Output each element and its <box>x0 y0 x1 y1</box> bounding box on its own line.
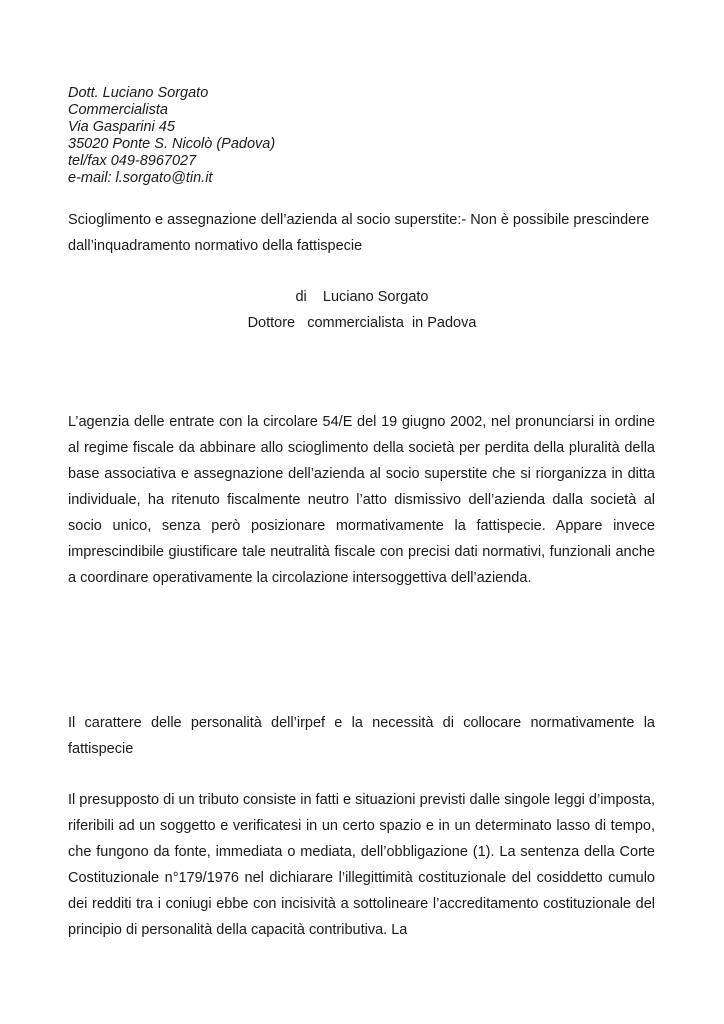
paragraph-body: Il presupposto di un tributo consiste in fatti e situazioni previsti dalle singole leggi d’imposta, riferibili ad un soggetto e verificatesi in un certo spazio e in un determinato lasso di tempo, che fungono da fonte, immediata o mediata, dell’obbligazione (1). La sentenza della Corte Costituzionale n°179/1976 nel dichiarare l’illegittimità costituzionale del cosiddetto cumulo dei redditi tra i coniugi ebbe con incisività a sottolineare l’accreditamento costituzionale del principio di personalità della capacità contributiva. La <box>68 792 655 938</box>
section-heading: Il carattere delle personalità dell’irpef e la necessità di collocare normativamente la fattispecie <box>68 715 655 757</box>
byline-profession: Dottore commercialista in Padova <box>247 315 477 331</box>
letterhead <box>68 85 275 187</box>
author-phone: tel/fax 049-8967027 <box>68 153 197 169</box>
document-title: Scioglimento e assegnazione dell’azienda al socio superstite:- Non è possibile prescindere dall’inquadramento normativo della fattispecie <box>68 212 650 254</box>
paragraph-intro: L’agenzia delle entrate con la circolare 54/E del 19 giugno 2002, nel pronunciarsi in ordine al regime fiscale da abbinare allo scioglimento della società per perdita della pluralità della base associativa e assegnazione dell’azienda al socio superstite che si riorganizza in ditta individuale, ha ritenuto fiscalmente neutro l’atto dismissivo dell’azienda dalla società al socio unico, senza però posizionare mormativamente la fattispecie. Appare invece imprescindibile giustificare tale neutralità fiscale con precisi dati normativi, funzionali anche a coordinare operativamente la circolazione intersoggettiva dell’azienda. <box>68 414 655 586</box>
author-email: e-mail: l.sorgato@tin.it <box>68 170 213 186</box>
author-name: Dott. Luciano Sorgato <box>68 85 209 101</box>
author-street: Via Gasparini 45 <box>68 119 175 135</box>
author-profession: Commercialista <box>68 102 168 118</box>
author-city: 35020 Ponte S. Nicolò (Padova) <box>68 136 276 152</box>
byline-author: di Luciano Sorgato <box>295 289 429 305</box>
